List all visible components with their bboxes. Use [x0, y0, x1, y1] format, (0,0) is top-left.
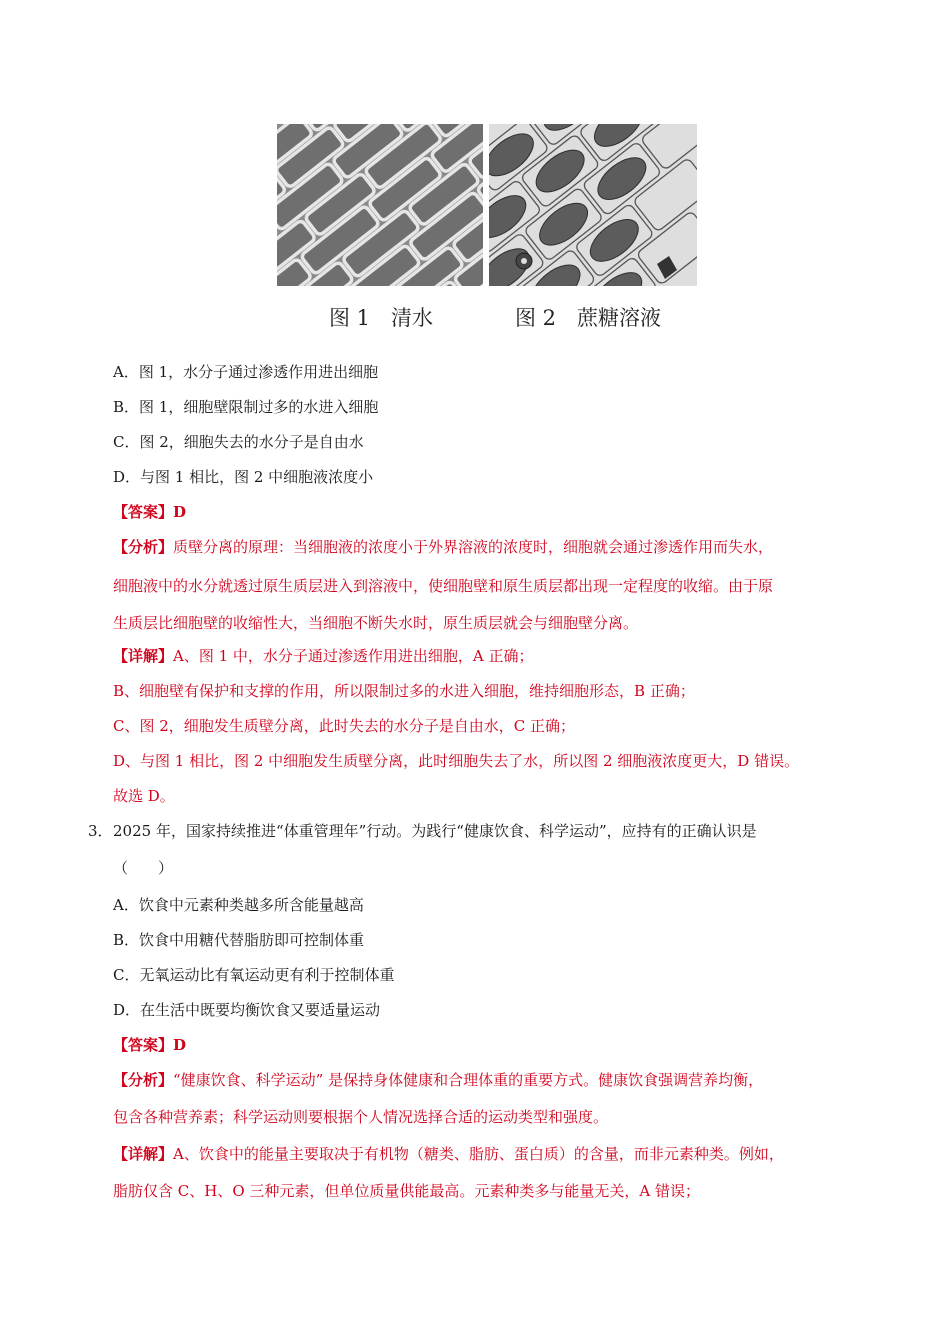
- q2-analysis-line-1: [113, 537, 773, 557]
- detail-text: A、饮食中的能量主要取决于有机物（糖类、脂肪、蛋白质）的含量，而非元素种类。例如，: [173, 1145, 784, 1163]
- figure1-caption: 图 1 清水: [329, 306, 434, 330]
- q3-stem: 2025 年，国家持续推进“体重管理年”行动。为践行“健康饮食、科学运动”，应持有的正确认识是: [113, 822, 757, 840]
- q2-option-a: A．图 1，水分子通过渗透作用进出细胞: [113, 363, 379, 381]
- microscope-figure: [277, 124, 697, 286]
- q2-detail-line-4: D、与图 1 相比，图 2 中细胞发生质壁分离，此时细胞失去了水，所以图 2 细胞液浓度更大，D 错误。: [113, 752, 800, 770]
- detail-text: A、图 1 中，水分子通过渗透作用进出细胞，A 正确；: [173, 647, 534, 665]
- answer-tag: 【答案】: [113, 1036, 174, 1054]
- q3-option-b: B．饮食中用糖代替脂肪即可控制体重: [113, 931, 365, 949]
- q2-analysis-line-2: 细胞液中的水分就透过原生质层进入到溶液中，使细胞壁和原生质层都出现一定程度的收缩。由于原: [113, 577, 774, 595]
- q2-detail-line-2: B、细胞壁有保护和支撑的作用，所以限制过多的水进入细胞，维持细胞形态，B 正确；: [113, 682, 695, 700]
- q2-answer: [113, 502, 186, 522]
- q3-option-a: A．饮食中元素种类越多所含能量越高: [113, 896, 364, 914]
- q2-detail-line-1: [113, 646, 534, 666]
- q2-detail-line-5: 故选 D。: [113, 787, 175, 805]
- detail-tag: 【详解】: [113, 1145, 174, 1163]
- q3-option-d: D．在生活中既要均衡饮食又要适量运动: [113, 1001, 381, 1019]
- analysis-tag: 【分析】: [113, 538, 174, 556]
- q2-option-b: B．图 1，细胞壁限制过多的水进入细胞: [113, 398, 379, 416]
- q3-stem-bracket: （ ）: [113, 859, 174, 877]
- q2-analysis-line-3: 生质层比细胞壁的收缩性大，当细胞不断失水时，原生质层就会与细胞壁分离。: [113, 614, 639, 632]
- analysis-tag: 【分析】: [113, 1071, 174, 1089]
- q2-detail-line-3: C、图 2，细胞发生质壁分离，此时失去的水分子是自由水，C 正确；: [113, 717, 576, 735]
- analysis-text: 质壁分离的原理：当细胞液的浓度小于外界溶液的浓度时，细胞就会通过渗透作用而失水，: [173, 538, 774, 556]
- analysis-text: “健康饮食、科学运动” 是保持身体健康和合理体重的重要方式。健康饮食强调营养均衡，: [173, 1071, 764, 1089]
- figure1-image: [277, 124, 483, 286]
- answer-value: D: [173, 503, 187, 521]
- q2-option-c: C．图 2，细胞失去的水分子是自由水: [113, 433, 364, 451]
- q3-analysis-line-1: [113, 1070, 763, 1090]
- answer-value: D: [173, 1036, 187, 1054]
- detail-tag: 【详解】: [113, 647, 174, 665]
- q3-detail-line-2: 脂肪仅含 C、H、O 三种元素，但单位质量供能最高。元素种类多与能量无关，A 错误；: [113, 1182, 700, 1200]
- q3-analysis-line-2: 包含各种营养素；科学运动则要根据个人情况选择合适的运动类型和强度。: [113, 1108, 609, 1126]
- answer-tag: 【答案】: [113, 503, 174, 521]
- figure2-image: [489, 124, 697, 286]
- q3-option-c: C．无氧运动比有氧运动更有利于控制体重: [113, 966, 395, 984]
- q2-option-d: D．与图 1 相比，图 2 中细胞液浓度小: [113, 468, 374, 486]
- q3-number: 3．: [88, 822, 113, 840]
- q3-answer: [113, 1035, 186, 1055]
- figure2-caption: 图 2 蔗糖溶液: [515, 306, 662, 330]
- q3-detail-line-1: [113, 1144, 784, 1164]
